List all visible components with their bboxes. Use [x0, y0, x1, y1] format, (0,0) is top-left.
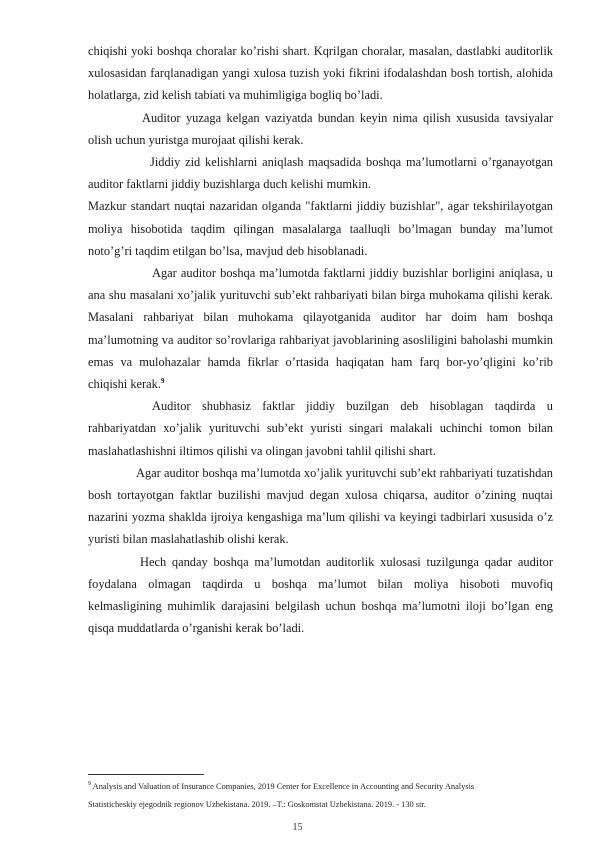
paragraph-with-footnote [88, 262, 553, 395]
paragraph: Jiddiy zid kelishlarni aniqlash maqsadida boshqa ma’lumotlarni o’rganayotgan auditor faktlarni jiddiy buzishlarga duch kelishi mumkin. [88, 155, 553, 192]
footnote-item [88, 796, 558, 814]
footnotes [88, 778, 558, 814]
footnote-item [88, 778, 558, 796]
paragraph: Auditor yuzaga kelgan vaziyatda bundan keyin nima qilish xususida tavsiyalar olish uchun yuristga murojaat qilishi kerak. [88, 110, 553, 147]
footnote-text: Statisticheskiy ejegodnik regionov Uzbekistana. 2019. –T.: Goskomstat Uzbekistana. 2019. - 130 str. [88, 800, 426, 809]
footnote-divider [88, 774, 204, 775]
page-number: 15 [292, 822, 303, 833]
document-body [88, 40, 553, 639]
paragraph: Hech qanday boshqa ma’lumotdan auditorlik xulosasi tuzilgunga qadar auditor foydalana olmagan taqdirda u boshqa ma’lumot bilan moliya hisoboti muvofiq kelmasligining muhimlik darajasini belgilash uchun boshqa ma’lumotni iloji bo’lgan eng qisqa muddatlarda o’rganishi kerak bo’ladi. [88, 554, 553, 636]
paragraph: Mazkur standart nuqtai nazaridan olganda "faktlarni jiddiy buzishlar", agar tekshirilayotgan moliya hisobotida taqdim qilingan masalalarga taalluqli bo’lmagan bunday ma’lumot noto’g’ri taqdim etilgan bo’lsa, mavjud deb hisoblanadi. [88, 199, 553, 258]
footnote-reference: 9 [160, 376, 165, 385]
paragraph: Auditor shubhasiz faktlar jiddiy buzilgan deb hisoblagan taqdirda u rahbariyatdan xo’jalik yurituvchi sub’ekt yuristi singari malakali uchinchi tomon bilan maslahatlashishni iltimos qilishi va olingan javobni tahlil qilishi shart. [88, 399, 553, 458]
footnote-text: Analysis and Valuation of Insurance Companies, 2019 Center for Excellence in Accounting and Security Analysis [92, 782, 475, 791]
paragraph-text: Agar auditor boshqa ma’lumotda faktlarni jiddiy buzishlar borligini aniqlasa, u ana shu masalani xo’jalik yurituvchi sub’ekt rahbariyati bilan birga muhokama qilishi kerak. Masalani rahbariyat bilan muhokama qilayotganida auditor har doim ham boshqa ma’lumotning va auditor so’rovlariga rahbariyat javoblarining asosliligini baholashi mumkin emas va mulohazalar hamda fikrlar o’rtasida haqiqatan ham farq bor-yo’qligini ko’rib chiqishi kerak. [88, 266, 553, 392]
paragraph: chiqishi yoki boshqa choralar ko’rishi shart. Kqrilgan choralar, masalan, dastlabki auditorlik xulosasidan farqlanadigan yangi xulosa tuzish yoki fikrini ifodalashdan bosh tortish, alohida holatlarga, zid kelish tabiati va muhimligiga bogliq bo’ladi. [88, 44, 553, 103]
footnote-marker: 9 [88, 781, 91, 788]
paragraph: Agar auditor boshqa ma’lumotda xo’jalik yurituvchi sub’ekt rahbariyati tuzatishdan bosh tortayotgan faktlar buzilishi mavjud degan xulosa chiqarsa, auditor o’zining nuqtai nazarini yozma shaklda ijroiya kengashiga ma’lum qilishi va keyingi tadbirlari xususida o’z yuristi bilan maslahatlashib olishi kerak. [88, 465, 553, 547]
